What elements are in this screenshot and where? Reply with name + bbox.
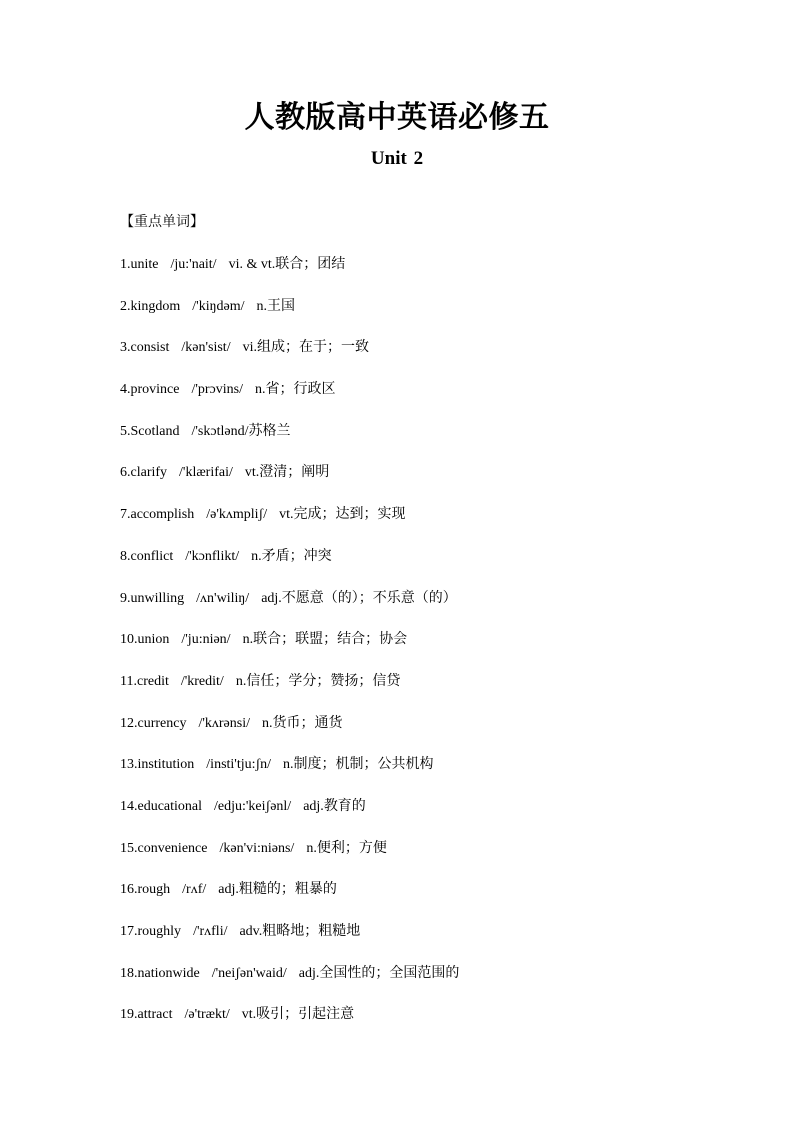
vocab-word: 14.educational <box>120 798 203 814</box>
vocab-ipa: /'kredit/ <box>180 673 224 689</box>
vocab-meaning: 教育的 <box>323 797 366 814</box>
vocab-word: 12.currency <box>120 715 187 731</box>
vocab-pos: n. <box>235 673 247 689</box>
vocab-meaning: 粗糙的；粗暴的 <box>238 881 337 898</box>
vocab-item <box>120 919 720 961</box>
vocab-meaning: 苏格兰 <box>248 422 291 439</box>
vocab-pos: vi. <box>242 340 257 356</box>
vocab-word: 16.rough <box>120 882 171 898</box>
vocab-item <box>120 669 720 711</box>
vocab-word: 11.credit <box>120 673 169 689</box>
vocab-pos: adj. <box>298 965 320 981</box>
vocab-ipa: /ə'kʌmpliʃ/ <box>206 507 268 523</box>
vocab-pos: adj. <box>303 798 324 814</box>
vocab-ipa: /ʌn'wiliŋ/ <box>196 590 250 606</box>
vocab-pos: n. <box>251 548 262 564</box>
vocab-meaning: 货币；通货 <box>272 714 343 731</box>
vocab-item <box>120 1002 720 1044</box>
vocab-item <box>120 335 720 377</box>
vocab-pos: n. <box>306 840 317 856</box>
vocab-pos: vt. <box>241 1007 257 1023</box>
vocab-pos: adj. <box>261 590 282 606</box>
vocab-pos: vi. & vt. <box>228 257 276 272</box>
vocab-meaning: 王国 <box>267 297 296 314</box>
vocab-meaning: 全国性的；全国范围的 <box>319 964 460 981</box>
vocab-word: 7.accomplish <box>120 507 195 523</box>
vocab-ipa: /'klærifai/ <box>179 465 233 481</box>
vocab-ipa: /ju:'nait/ <box>170 257 217 272</box>
vocabulary-list <box>120 252 720 1044</box>
vocab-ipa: /insti'tju:ʃn/ <box>206 757 272 773</box>
vocab-ipa: /'kʌrənsi/ <box>198 715 250 731</box>
vocab-word: 2.kingdom <box>120 298 181 314</box>
vocab-ipa: /rʌf/ <box>182 882 207 898</box>
vocab-meaning: 完成；达到；实现 <box>293 506 406 523</box>
vocab-meaning: 澄清；阐明 <box>259 464 330 481</box>
vocab-item <box>120 961 720 1003</box>
vocab-ipa: /ə'trækt/ <box>184 1007 230 1023</box>
vocab-word: 18.nationwide <box>120 965 200 981</box>
vocab-pos: vt. <box>244 465 260 481</box>
vocab-pos: n. <box>256 298 268 314</box>
vocab-ipa: /kən'sist/ <box>181 340 231 356</box>
document-title: 人教版高中英语必修五 <box>244 100 550 135</box>
vocab-pos: n. <box>261 715 273 731</box>
vocab-word: 13.institution <box>120 757 195 773</box>
vocab-meaning: 吸引；引起注意 <box>256 1006 355 1023</box>
vocab-word: 1.unite <box>120 257 159 272</box>
vocab-meaning: 省；行政区 <box>265 381 336 398</box>
vocab-item <box>120 252 720 294</box>
vocab-item <box>120 460 720 502</box>
vocab-meaning: 联合；团结 <box>275 256 346 272</box>
vocab-item <box>120 877 720 919</box>
vocab-meaning: 不愿意（的）；不乐意（的） <box>281 589 457 606</box>
unit-subtitle: Unit 2 <box>370 148 424 169</box>
vocab-ipa: /'skɔtlənd/ <box>191 423 249 439</box>
vocab-ipa: /edju:'keiʃənl/ <box>214 798 292 814</box>
vocab-word: 9.unwilling <box>120 590 185 606</box>
vocab-meaning: 制度；机制；公共机构 <box>293 756 434 773</box>
vocab-word: 17.roughly <box>120 924 182 939</box>
vocab-item <box>120 294 720 336</box>
vocab-item <box>120 627 720 669</box>
vocab-ipa: /'kɔnflikt/ <box>185 548 240 564</box>
vocab-item <box>120 502 720 544</box>
vocab-item <box>120 836 720 878</box>
vocab-ipa: /kən'vi:niəns/ <box>219 840 295 856</box>
vocab-pos: adj. <box>218 882 239 898</box>
vocab-item <box>120 711 720 753</box>
vocab-ipa: /'ju:niən/ <box>181 632 231 648</box>
section-heading: 【重点单词】 <box>120 214 204 230</box>
vocab-item <box>120 752 720 794</box>
vocab-ipa: /'prɔvins/ <box>191 382 243 398</box>
vocab-pos: n. <box>283 757 294 773</box>
vocab-pos: vt. <box>279 507 294 523</box>
vocab-item <box>120 419 720 461</box>
vocab-word: 4.province <box>120 382 180 398</box>
vocab-meaning: 矛盾；冲突 <box>261 547 332 564</box>
vocab-meaning: 联合；联盟；结合；协会 <box>253 631 408 648</box>
vocab-ipa: /'rʌfli/ <box>193 924 228 939</box>
vocab-word: 5.Scotland <box>120 423 180 439</box>
vocab-meaning: 信任；学分；赞扬；信贷 <box>246 672 401 689</box>
vocab-meaning: 便利；方便 <box>316 839 387 856</box>
vocab-pos: n. <box>242 632 254 648</box>
vocab-word: 19.attract <box>120 1007 173 1023</box>
vocab-meaning: 粗略地；粗糙地 <box>262 923 361 939</box>
vocab-pos: n. <box>255 382 266 398</box>
vocab-word: 8.conflict <box>120 548 174 564</box>
vocab-word: 10.union <box>120 632 170 648</box>
vocab-item <box>120 794 720 836</box>
vocab-word: 6.clarify <box>120 465 168 481</box>
vocab-item <box>120 544 720 586</box>
vocab-pos: adv. <box>239 924 263 939</box>
vocab-item <box>120 586 720 628</box>
vocab-ipa: /'kiŋdəm/ <box>192 298 245 314</box>
vocab-item <box>120 377 720 419</box>
vocab-ipa: /'neiʃən'waid/ <box>211 965 287 981</box>
vocab-meaning: 组成；在于；一致 <box>256 339 369 356</box>
vocab-word: 3.consist <box>120 340 170 356</box>
vocab-word: 15.convenience <box>120 840 208 856</box>
